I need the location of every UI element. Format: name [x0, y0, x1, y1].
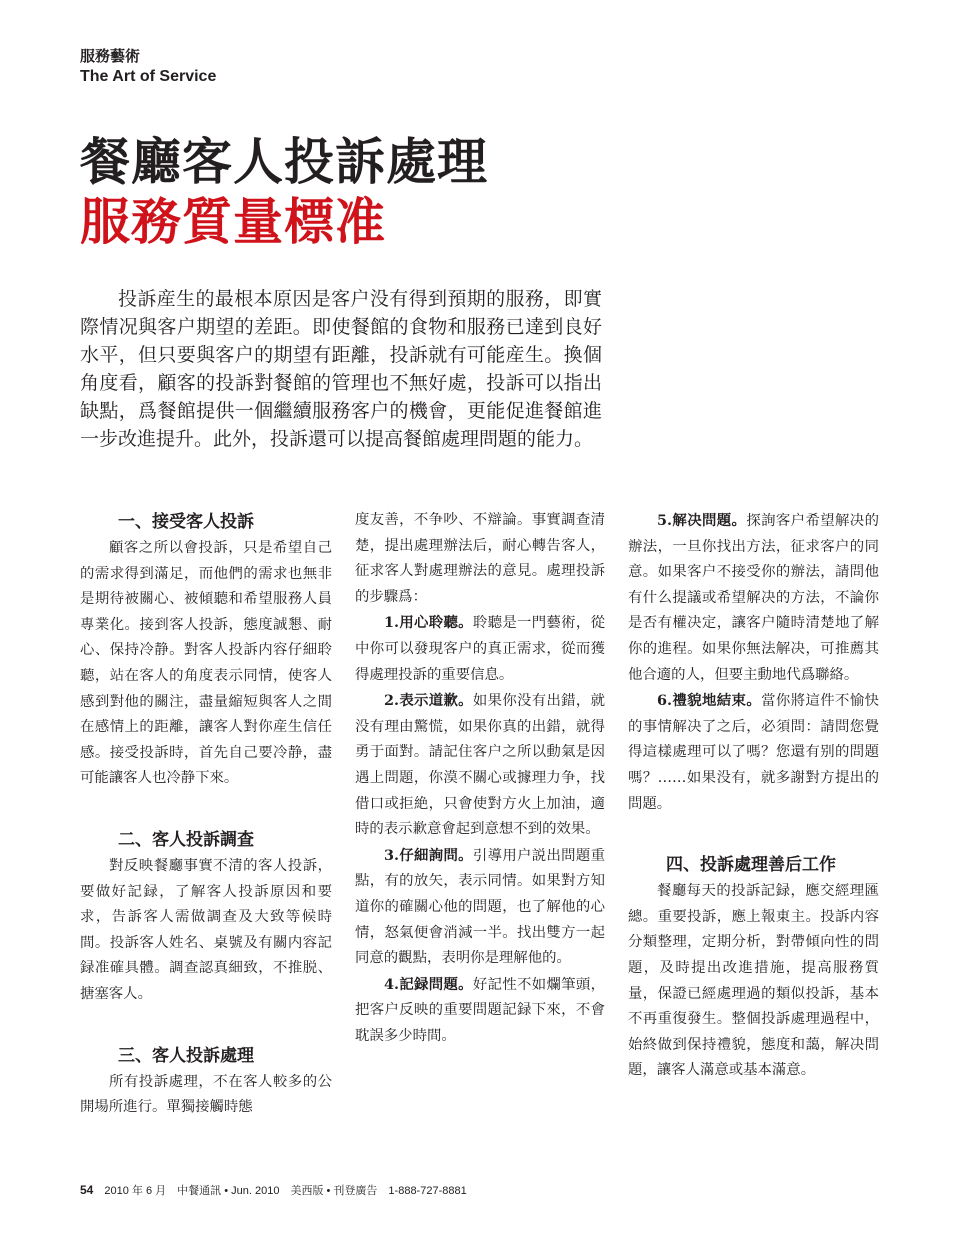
article-title [80, 132, 488, 252]
section-3-body-start: 所有投訴處理，不在客人較多的公開場所進行。單獨接觸時態 [80, 1073, 332, 1116]
step-6 [628, 688, 879, 817]
step-2-label: 2.表示道歉。 [384, 692, 473, 710]
section-1-body: 顧客之所以會投訴，只是希望自己的需求得到滿足，而他們的需求也無非是期待被關心、被傾聽和希望服務人員專業化。接到客人投訴，態度誠懇、耐心、保持冷静。對客人投訴内容仔細聆聽，站在客人的角度表示同情，使客人感到對他的關注，盡量縮短與客人之間在感情上的距離，讓客人對你産生信任感。接受投訴時，首先自己要冷静，盡可能讓客人也冷静下來。 [80, 540, 332, 787]
step-6-label: 6.禮貌地結束。 [657, 692, 762, 710]
section-4-body: 餐廳每天的投訴記録，應交經理匯總。重要投訴，應上報東主。投訴内容分類整理，定期分析，對帶傾向性的問題，及時提出改進措施，提高服務質量，保證已經處理過的類似投訴，基本不再重復發生。整個投訴處理過程中，始終做到保持禮貌，態度和藹，解决問題，讓客人滿意或基本滿意。 [628, 883, 879, 1079]
section-1-heading: 一、接受客人投訴 [118, 512, 254, 532]
section-name-chinese: 服務藝術 [80, 48, 141, 65]
page-footer [80, 1182, 467, 1198]
step-3-label: 3.仔細詢問。 [384, 846, 473, 864]
column-3 [628, 508, 879, 1084]
step-4-text: 好記性不如爛筆頭，把客户反映的重要問題記録下來，不會耽誤多少時間。 [355, 976, 605, 1044]
footer-info: 2010 年 6 月 中餐通訊 • Jun. 2010 美西版 • 刊登廣告 1-888-727-8881 [104, 1185, 467, 1197]
step-4 [355, 972, 605, 1050]
step-6-text: 當你將這件不愉快的事情解决了之后，必須問：請問您覺得這樣處理可以了嗎？您還有别的問題嗎？……如果没有，就多謝對方提出的問題。 [628, 693, 879, 812]
section-3-body-continued: 度友善，不争吵、不辯論。事實調查清楚，提出處理辦法后，耐心轉告客人，征求客人對處理辦法的意見。處理投訴的步驟爲： [355, 512, 605, 605]
lead-paragraph: 投訴産生的最根本原因是客户没有得到預期的服務，即實際情况與客户期望的差距。即使餐館的食物和服務已達到良好水平，但只要與客户的期望有距離，投訴就有可能産生。換個角度看，顧客的投訴對餐館的管理也不無好處，投訴可以指出缺點，爲餐館提供一個繼續服務客户的機會，更能促進餐館進一步改進提升。此外，投訴還可以提高餐館處理問題的能力。 [80, 288, 602, 450]
page-number: 54 [80, 1183, 94, 1197]
section-tag [80, 47, 216, 87]
step-1-label: 1.用心聆聽。 [384, 614, 473, 632]
step-2-text: 如果你没有出錯，就没有理由驚慌，如果你真的出錯，就得勇于面對。請記住客户之所以動氣是因遇上問題，你漠不關心或據理力争，找借口或拒絶，只會使對方火上加油，適時的表示歉意會起到意想不到的效果。 [355, 693, 605, 838]
column-2 [355, 508, 605, 1049]
step-2 [355, 688, 605, 843]
step-5 [628, 508, 879, 688]
step-1-text: 聆聽是一門藝術，從中你可以發現客户的真正需求，從而獲得處理投訴的重要信息。 [355, 615, 605, 683]
section-name-english: The Art of Service [80, 68, 217, 85]
step-5-label: 5.解决問題。 [657, 512, 747, 529]
section-3-heading: 三、客人投訴處理 [118, 1045, 254, 1066]
step-1 [355, 610, 605, 688]
section-4-heading: 四、投訴處理善后工作 [666, 855, 836, 876]
title-line-1: 餐廳客人投訴處理 [80, 132, 488, 191]
step-3-text: 引導用户説出問題重點，有的放矢，表示同情。如果對方知道你的確關心他的問題，也了解他的心情，怒氣便會消減一半。找出雙方一起同意的觀點，表明你是理解他的。 [355, 847, 605, 967]
title-line-2: 服務質量標准 [80, 192, 386, 251]
section-2-heading: 二、客人投訴調查 [118, 829, 254, 850]
column-1 [80, 508, 332, 1121]
step-4-label: 4.記録問題。 [384, 975, 473, 993]
step-3 [355, 843, 605, 972]
section-2-body: 對反映餐廳事實不清的客人投訴，要做好記録，了解客人投訴原因和要求，告訴客人需做調查及大致等候時間。投訴客人姓名、桌號及有關内容記録准確具體。調查認真細致，不推脱、搪塞客人。 [80, 857, 332, 1002]
step-5-text: 探詢客户希望解决的辦法，一旦你找出方法，征求客户的同意。如果客户不接受你的辦法，請問他有什么提議或希望解决的方法，不論你是否有權决定，讓客户隨時清楚地了解你的進程。如果你無法解决，可推薦其他合適的人，但要主動地代爲聯絡。 [628, 513, 879, 683]
